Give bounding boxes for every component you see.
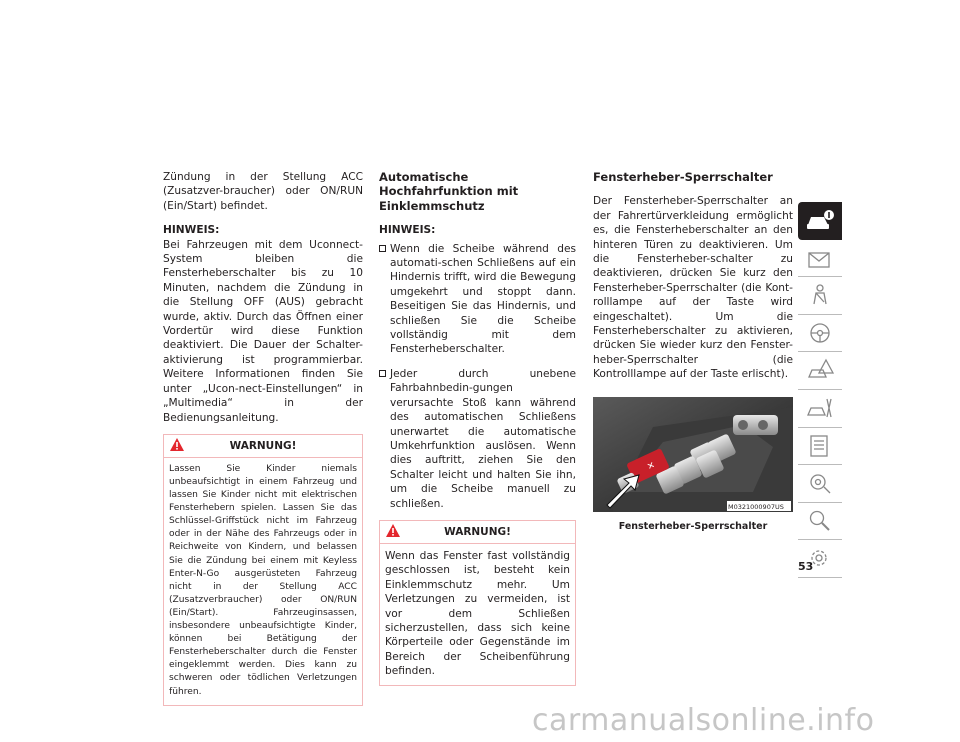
seatbelt-icon	[806, 282, 834, 308]
tools-icon	[806, 395, 834, 421]
bullet-square-icon	[379, 370, 386, 377]
tab-multimedia[interactable]	[798, 465, 842, 503]
tab-safety[interactable]	[798, 277, 842, 315]
warning-header	[380, 521, 575, 544]
right-column	[593, 170, 793, 534]
watermark: carmanualsonline.info	[532, 703, 875, 738]
bullet-list	[379, 242, 576, 511]
bullet-square-icon	[379, 245, 386, 252]
lock-switch-paragraph: Der Fensterheber-Sperrschalter an der Fahrertürverkleidung ermöglicht es, die Fensterheberschalter an den hinteren Türen zu deaktivieren. Um die Fensterheber-schalter zu deaktivieren, drücken Sie kurz den Fensterheber-Sperrschalter (die Kont-rolllampe auf der Taste wird eingeschaltet). Um die Fensterheberschalter zu aktivieren, drücken Sie wieder kurz den Fenster-heber-Sperrschalter (die Kontrolllampe auf der Taste erlischt).	[593, 195, 793, 381]
tab-driving[interactable]	[798, 315, 842, 353]
page-number: 53	[798, 560, 814, 573]
checklist-icon	[806, 433, 834, 459]
warning-header	[164, 435, 362, 458]
settings-icon	[806, 470, 834, 496]
hinweis-paragraph: Bei Fahrzeugen mit dem Uconnect-System bleiben die Fensterheberschalter bis zu 10 Minuten, nachdem die Zündung in die Stellung OFF (AUS) gebracht wurde, aktiv. Durch das Öffnen einer Vordertür wird diese Funktion deaktiviert. Die Dauer der Schalter-aktivierung ist programmierbar. Weitere Informationen finden Sie unter „Ucon-nect-Einstellungen“ in „Multimedia“ in der Bedienungsanleitung.	[163, 238, 363, 424]
mail-icon	[806, 245, 834, 271]
warning-title: WARNUNG!	[444, 525, 511, 538]
steering-wheel-icon	[806, 320, 834, 346]
car-info-icon	[806, 207, 834, 233]
tab-specifications[interactable]	[798, 428, 842, 466]
warning-text: Lassen Sie Kinder niemals unbeaufsichtigt in einem Fahrzeug und lassen Sie Kinder nicht mit elektrischen Fensterhebern spielen. Lassen Sie das Schlüssel-Griffstück nicht im Fahrzeug oder in der Nähe des Fahrzeugs oder in Reichweite von Kindern, und belassen Sie die Zündung bei einem mit Keyless Enter-N-Go ausgerüsteten Fahrzeug nicht in der Stellung ACC (Zusatzverbraucher) oder ON/RUN (Ein/Start). Fahrzeuginsassen, insbesondere unbeaufsichtigte Kinder, können bei Betätigung der Fensterheberschalter durch die Fenster eingeklemmt werden. Dies kann zu schweren oder tödlichen Verletzungen führen.	[169, 463, 357, 697]
tab-messages[interactable]	[798, 240, 842, 278]
figure-code: M0321000907US	[728, 502, 784, 511]
chapter-tabs	[798, 202, 842, 578]
figure-caption: Fensterheber-Sperrschalter	[618, 520, 768, 532]
tab-index[interactable]	[798, 503, 842, 541]
middle-column	[379, 170, 576, 686]
tab-servicing[interactable]	[798, 390, 842, 428]
list-item	[379, 367, 576, 511]
hinweis-label: HINWEIS:	[379, 224, 436, 237]
warning-box	[379, 520, 576, 686]
intro-paragraph: Zündung in der Stellung ACC (Zusatzver-braucher) oder ON/RUN (Ein/Start) befindet.	[163, 171, 363, 212]
section-heading-lock-switch: Fensterheber-Sperrschalter	[593, 170, 773, 184]
section-heading-auto-close: Automatische Hochfahrfunktion mit Einklemmschutz	[379, 170, 519, 213]
svg-text:✕: ✕	[645, 460, 657, 473]
window-switch-photo	[593, 397, 793, 512]
tab-emergency[interactable]	[798, 352, 842, 390]
left-column	[163, 170, 363, 706]
search-icon	[806, 508, 834, 534]
warning-car-icon	[806, 357, 834, 383]
list-item-text: Wenn die Scheibe während des automati-schen Schließens auf ein Hindernis trifft, wird die Bewegung umgekehrt und stoppt dann. Beseitigen Sie das Hindernis, und schließen Sie die Scheibe vollständig mit dem Fensterheberschalter.	[390, 242, 576, 356]
warning-title: WARNUNG!	[229, 439, 297, 452]
warning-text: Wenn das Fenster fast vollständig geschlossen ist, besteht kein Einklemmschutz mehr. Um Verletzungen zu vermeiden, ist vor dem Schließen sicherzustellen, dass sich keine Körperteile oder Gegenstände im Bereich der Scheibenführung befinden.	[385, 549, 570, 678]
tab-vehicle-info[interactable]	[798, 202, 842, 240]
list-item-text: Jeder durch unebene Fahrbahnbedin-gungen verursachte Stoß kann während des automatischen Schließens unerwartet die automatische Umkehrfunktion auslösen. Wenn dies auftritt, ziehen Sie den Schalter leicht und halten Sie ihn, um die Scheibe manuell zu schließen.	[390, 367, 576, 510]
list-item	[379, 242, 576, 357]
warning-box	[163, 434, 363, 706]
hinweis-label: HINWEIS:	[163, 224, 220, 237]
